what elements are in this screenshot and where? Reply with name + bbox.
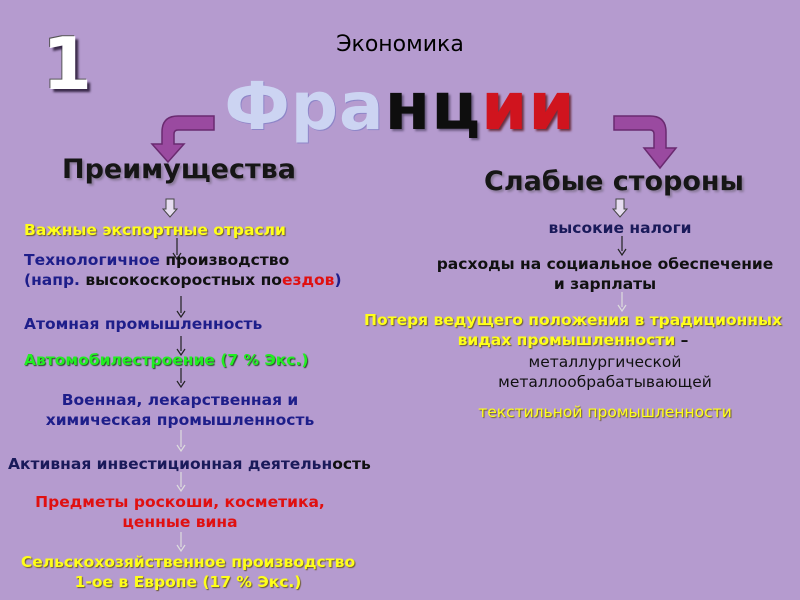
title-part-2: нц bbox=[384, 68, 482, 145]
weakness-social-line: и зарплаты bbox=[553, 275, 657, 293]
advantage-military bbox=[10, 390, 350, 430]
advantage-tech-part: ездов bbox=[281, 271, 335, 289]
title-part-1: Фра bbox=[224, 68, 385, 145]
advantage-tech-part: Технологичное bbox=[24, 251, 160, 269]
down-arrow-icon bbox=[176, 532, 186, 552]
weakness-textile: текстильной промышленности bbox=[478, 403, 732, 421]
slide-number: 1 bbox=[42, 22, 93, 106]
weakness-loss-part: видах промышленности bbox=[457, 331, 676, 349]
advantage-military-line: Военная, лекарственная и bbox=[61, 391, 299, 409]
advantage-invest-part: ость bbox=[332, 455, 371, 473]
advantage-auto: Автомобилестроение (7 % Экс.) bbox=[24, 351, 309, 369]
advantage-invest bbox=[8, 454, 371, 474]
advantage-export: Важные экспортные отрасли bbox=[24, 221, 286, 239]
weakness-social bbox=[410, 254, 800, 294]
down-arrow-icon bbox=[617, 236, 627, 256]
weakness-loss bbox=[346, 310, 800, 350]
advantage-luxury bbox=[10, 492, 350, 532]
advantage-tech-part: производство bbox=[159, 251, 290, 269]
advantage-nuclear: Атомная промышленность bbox=[24, 315, 263, 333]
weakness-loss-line: Потеря ведущего положения в традиционных bbox=[363, 311, 783, 329]
weakness-taxes: высокие налоги bbox=[548, 219, 692, 237]
advantage-tech bbox=[24, 250, 342, 290]
advantage-agriculture-line: Сельскохозяйственное производство bbox=[20, 553, 356, 571]
down-arrow-icon bbox=[176, 472, 186, 492]
down-arrow-icon bbox=[176, 430, 186, 452]
advantage-agriculture-line: 1-ое в Европе (17 % Экс.) bbox=[74, 573, 302, 591]
advantage-luxury-line: ценные вина bbox=[122, 513, 238, 531]
down-arrow-icon bbox=[176, 368, 186, 388]
advantage-invest-part: Активная инвестиционная деятельн bbox=[8, 455, 333, 473]
advantage-luxury-line: Предметы роскоши, косметика, bbox=[35, 493, 325, 511]
advantage-military-line: химическая промышленность bbox=[45, 411, 315, 429]
subtitle: Экономика bbox=[336, 32, 464, 57]
advantages-heading: Преимущества bbox=[62, 154, 296, 185]
curved-arrow-right-icon bbox=[610, 108, 682, 170]
advantage-tech-part: ) bbox=[334, 271, 342, 289]
weakness-metal bbox=[460, 352, 750, 392]
advantage-tech-part: высокоскоростных по bbox=[85, 271, 282, 289]
weakness-metal-line: металлургической bbox=[528, 353, 682, 371]
down-arrow-icon bbox=[612, 198, 628, 218]
weakness-loss-part: – bbox=[675, 331, 689, 349]
advantage-agriculture bbox=[0, 552, 376, 592]
weakness-metal-line: металлообрабатывающей bbox=[498, 373, 712, 391]
weaknesses-heading: Слабые стороны bbox=[484, 166, 744, 197]
weakness-social-line: расходы на социальное обеспечение bbox=[436, 255, 774, 273]
down-arrow-icon bbox=[617, 292, 627, 312]
down-arrow-icon bbox=[162, 198, 178, 218]
advantage-tech-part: (напр. bbox=[24, 271, 86, 289]
title-part-3: ии bbox=[481, 68, 576, 145]
